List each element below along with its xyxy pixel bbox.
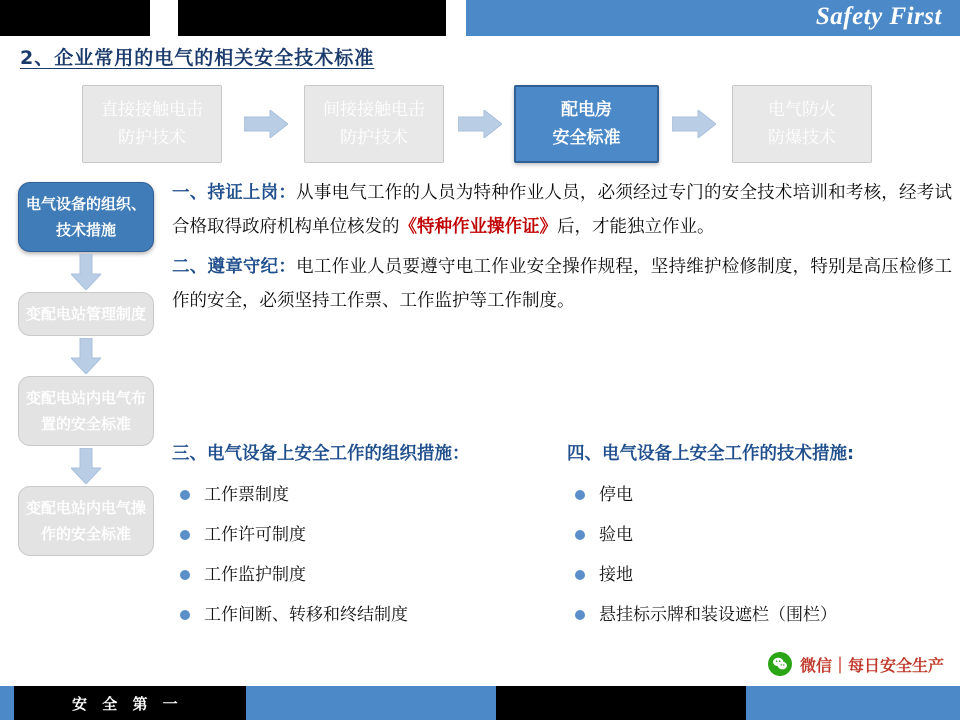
technical-measures-title: 四、电气设备上安全工作的技术措施: bbox=[567, 444, 854, 464]
paragraph-two bbox=[172, 250, 952, 318]
page-title: 2、企业常用的电气的相关安全技术标准 bbox=[20, 47, 375, 69]
list-item: 工作监护制度 bbox=[172, 555, 567, 595]
arrow-down-icon bbox=[18, 252, 154, 292]
list-item: 接地 bbox=[567, 555, 960, 595]
flow-item-4-line1: 电气防火 bbox=[768, 100, 836, 120]
list-item: 悬挂标示牌和装设遮栏（围栏） bbox=[567, 595, 960, 635]
flow-item-1-line2: 防护技术 bbox=[118, 128, 186, 148]
footer-banner bbox=[0, 686, 960, 720]
list-item: 验电 bbox=[567, 515, 960, 555]
sidebar-chain bbox=[18, 182, 158, 556]
flow-item-2-line2: 防护技术 bbox=[340, 128, 408, 148]
wechat-label: 微信｜每日安全生产 bbox=[799, 655, 944, 675]
flow-item-1-line1: 直接接触电击 bbox=[101, 100, 203, 120]
paragraph-one-highlight: 《特种作业操作证》 bbox=[399, 217, 557, 237]
paragraph-one-text-b: 后，才能独立作业。 bbox=[557, 217, 715, 237]
flow-item-2[interactable] bbox=[304, 85, 444, 163]
organization-measures-title: 三、电气设备上安全工作的组织措施： bbox=[172, 444, 470, 464]
chain-item-4[interactable]: 变配电站内电气操作的安全标准 bbox=[18, 486, 154, 556]
banner-gap-left bbox=[150, 0, 178, 36]
measures-columns bbox=[172, 440, 960, 635]
arrow-right-icon bbox=[672, 110, 716, 138]
arrow-right-icon bbox=[458, 110, 502, 138]
flow-item-3-selected[interactable] bbox=[514, 85, 659, 163]
top-banner bbox=[0, 0, 960, 36]
main-content bbox=[172, 176, 952, 324]
organization-measures-list bbox=[172, 475, 567, 635]
flow-item-4-line2: 防爆技术 bbox=[768, 128, 836, 148]
chain-item-3[interactable]: 变配电站内电气布置的安全标准 bbox=[18, 376, 154, 446]
banner-title: Safety First bbox=[815, 3, 942, 30]
footer-segment-blue-left bbox=[0, 686, 14, 720]
wechat-credit bbox=[768, 652, 944, 676]
wechat-icon bbox=[768, 652, 792, 676]
flow-item-1[interactable] bbox=[82, 85, 222, 163]
footer-label: 安 全 第 一 bbox=[72, 695, 183, 713]
flow-item-3-line2: 安全标准 bbox=[552, 128, 621, 148]
list-item: 工作票制度 bbox=[172, 475, 567, 515]
arrow-down-icon bbox=[18, 446, 154, 486]
flow-item-2-line1: 间接接触电击 bbox=[323, 100, 425, 120]
paragraph-one-lead: 一、持证上岗： bbox=[172, 183, 297, 203]
paragraph-one bbox=[172, 176, 952, 244]
footer-segment-blue-mid bbox=[246, 686, 496, 720]
list-item: 工作许可制度 bbox=[172, 515, 567, 555]
banner-gap-mid bbox=[446, 0, 466, 36]
arrow-right-icon bbox=[244, 110, 288, 138]
paragraph-two-text: 电工作业人员要遵守电工作业安全操作规程，坚持维护检修制度，特别是高压检修工作的安全，必须坚持工作票、工作监护等工作制度。 bbox=[172, 257, 953, 311]
banner-segment-black-left bbox=[0, 0, 150, 36]
chain-item-2[interactable]: 变配电站管理制度 bbox=[18, 292, 154, 336]
flow-diagram bbox=[62, 85, 952, 165]
banner-segment-black-mid bbox=[178, 0, 446, 36]
footer-segment-black-right bbox=[496, 686, 746, 720]
flow-item-3-line1: 配电房 bbox=[561, 100, 612, 120]
arrow-down-icon bbox=[18, 336, 154, 376]
list-item: 工作间断、转移和终结制度 bbox=[172, 595, 567, 635]
technical-measures-list bbox=[567, 475, 960, 635]
paragraph-one-text-a: 从事电气工作的人员为特种作业人员，必须经过专门的安全技术培训和考核，经考试合格取得政府机构单位核发的 bbox=[172, 183, 953, 237]
technical-measures-column bbox=[567, 440, 960, 635]
chain-item-1-selected[interactable]: 电气设备的组织、技术措施 bbox=[18, 182, 154, 252]
flow-item-4[interactable] bbox=[732, 85, 872, 163]
list-item: 停电 bbox=[567, 475, 960, 515]
paragraph-two-lead: 二、遵章守纪： bbox=[172, 257, 297, 277]
organization-measures-column bbox=[172, 440, 567, 635]
footer-segment-blue-right bbox=[746, 686, 960, 720]
